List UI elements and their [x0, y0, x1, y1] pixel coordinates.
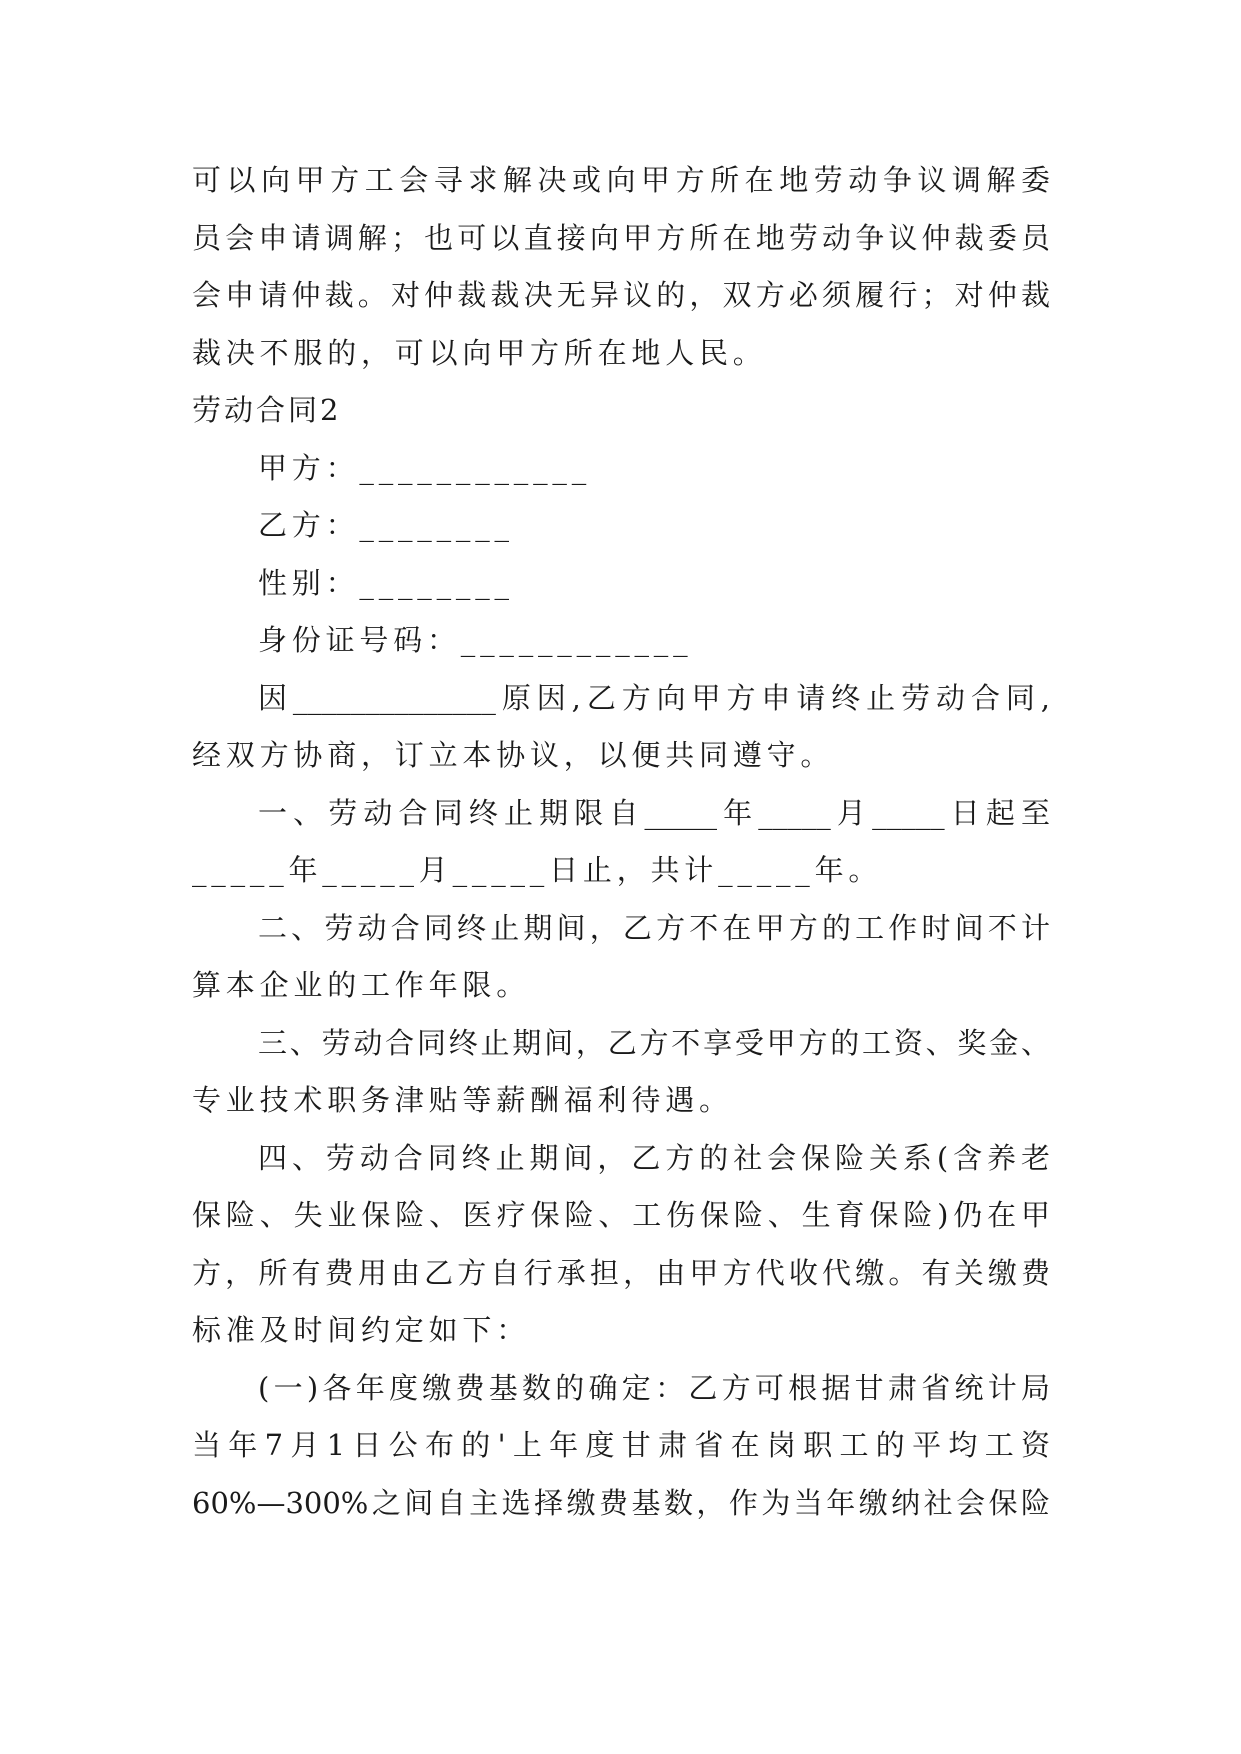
clause-2-line: 算本企业的工作年限。 [192, 968, 531, 1002]
text-line: 员会申请调解；也可以直接向甲方所在地劳动争议仲裁委员 [192, 220, 1050, 255]
text-line: 可以向甲方工会寻求解决或向甲方所在地劳动争议调解委 [192, 163, 1050, 197]
sub-clause-1-line: 60%—300%之间自主选择缴费基数，作为当年缴纳社会保险 [192, 1485, 1050, 1520]
text-line: 经双方协商，订立本协议，以便共同遵守。 [192, 738, 835, 772]
clause-4-line: 保险、失业保险、医疗保险、工伤保险、生育保险)仍在甲 [192, 1198, 1050, 1232]
text-line: 会申请仲裁。对仲裁裁决无异议的，双方必须履行；对仲裁 [192, 278, 1050, 312]
clause-1-line: _____年_____月_____日止，共计_____年。 [192, 853, 883, 887]
clause-4-line: 四、劳动合同终止期间，乙方的社会保险关系(含养老 [258, 1140, 1050, 1175]
party-b-field: 乙方：________ [258, 508, 514, 542]
clause-4-line: 标准及时间约定如下： [192, 1313, 531, 1347]
document-body [192, 152, 1050, 1532]
party-a-field: 甲方：____________ [258, 450, 591, 485]
section-heading: 劳动合同2 [192, 393, 342, 427]
clause-1-line: 一、劳动合同终止期限自_____年_____月_____日起至 [258, 795, 1050, 830]
clause-3-line: 三、劳动合同终止期间，乙方不享受甲方的工资、奖金、 [258, 1025, 1050, 1060]
gender-field: 性别：________ [258, 565, 514, 600]
clause-2-line: 二、劳动合同终止期间，乙方不在甲方的工作时间不计 [258, 910, 1050, 945]
clause-4-line: 方，所有费用由乙方自行承担，由甲方代收代缴。有关缴费 [192, 1255, 1050, 1290]
clause-3-line: 专业技术职务津贴等薪酬福利待遇。 [192, 1083, 733, 1117]
sub-clause-1-line: 当年7月1日公布的'上年度甘肃省在岗职工的平均工资 [192, 1428, 1050, 1462]
text-line: 因______________原因,乙方向甲方申请终止劳动合同, [258, 680, 1050, 715]
sub-clause-1-line: (一)各年度缴费基数的确定：乙方可根据甘肃省统计局 [258, 1370, 1050, 1405]
text-line: 裁决不服的，可以向甲方所在地人民。 [192, 335, 767, 370]
id-number-field: 身份证号码：____________ [258, 623, 693, 657]
